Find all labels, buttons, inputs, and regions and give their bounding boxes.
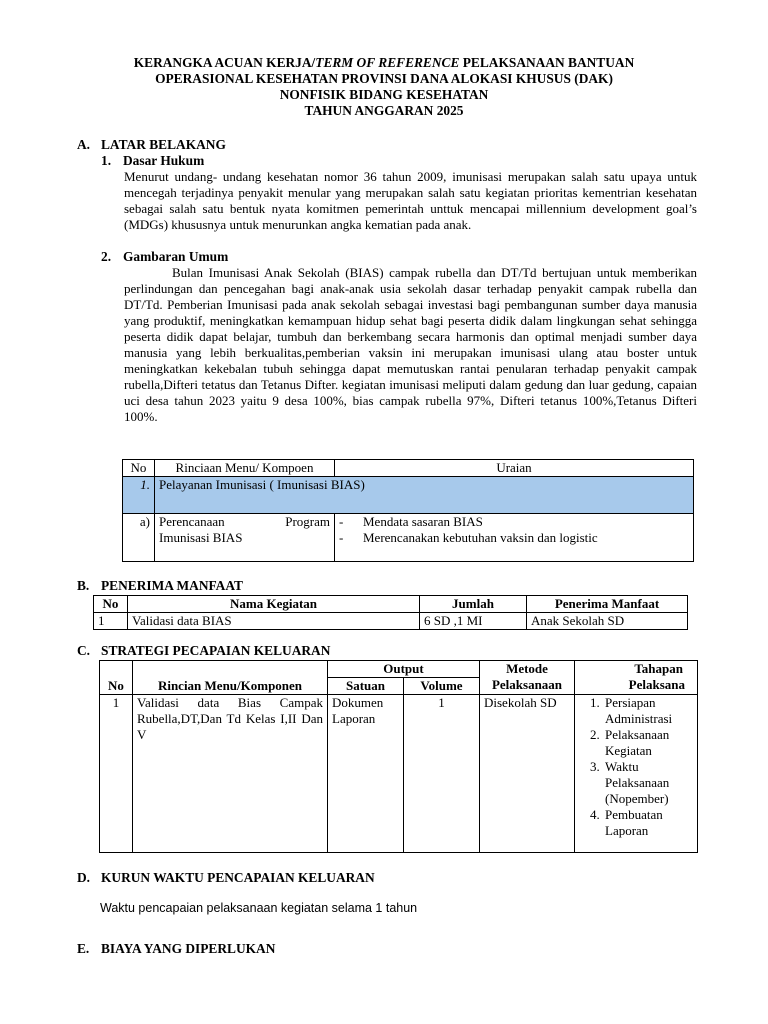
header-no: No	[94, 596, 128, 613]
kurun-waktu-text: Waktu pencapaian pelaksanaan kegiatan selama 1 tahun	[100, 901, 418, 915]
dash-bullet: -	[339, 514, 344, 529]
cell-metode: Disekolah SD	[480, 695, 575, 853]
table-header-row	[94, 596, 688, 613]
uraian-item-text: Mendata sasaran BIAS	[363, 514, 483, 529]
cell-penerima: Anak Sekolah SD	[527, 613, 688, 630]
table-header-row-1	[100, 661, 698, 678]
subsection-2-title: Gambaran Umum	[123, 249, 229, 264]
header-no: No	[123, 460, 155, 477]
header-jumlah: Jumlah	[420, 596, 527, 613]
section-d-title: KURUN WAKTU PENCAPAIAN KELUARAN	[101, 870, 375, 885]
row-menu: Pelayanan Imunisasi ( Imunisasi BIAS)	[155, 477, 694, 514]
header-tahapan-line-2: Pelaksana	[628, 677, 685, 692]
section-e-letter: E.	[77, 941, 90, 956]
cell-volume: 1	[404, 695, 480, 853]
uraian-item	[339, 530, 689, 546]
title-line-1-pre: KERANGKA ACUAN KERJA/	[133, 55, 316, 70]
section-c-heading	[77, 643, 330, 659]
header-metode-line-1: Metode	[506, 661, 548, 676]
subsection-1-title: Dasar Hukum	[123, 153, 205, 168]
section-e-title: BIAYA YANG DIPERLUKAN	[101, 941, 276, 956]
section-a-heading	[77, 137, 226, 153]
row-menu-line-1	[159, 514, 330, 530]
subsection-2-number: 2.	[101, 249, 112, 264]
table-row	[100, 695, 698, 853]
section-d-heading	[77, 870, 375, 886]
subsection-1-number: 1.	[101, 153, 112, 168]
section-b-letter: B.	[77, 578, 90, 593]
title-line-2: OPERASIONAL KESEHATAN PROVINSI DANA ALOKASI KHUSUS (DAK)	[155, 71, 613, 86]
rincian-menu-table	[122, 459, 694, 562]
strategi-table	[99, 660, 698, 853]
cell-jumlah: 6 SD ,1 MI	[420, 613, 527, 630]
header-no: No	[100, 661, 133, 695]
menu-word-2: Program	[285, 514, 330, 529]
uraian-item-text: Merencanakan kebutuhan vaksin dan logistic	[363, 530, 598, 545]
penerima-manfaat-table	[93, 595, 688, 630]
tahapan-item: 3. Waktu Pelaksanaan (Nopember)	[603, 759, 693, 807]
tahapan-item: 1. Persiapan Administrasi	[603, 695, 693, 727]
section-b-heading	[77, 578, 243, 594]
cell-no: 1	[100, 695, 133, 853]
uraian-item	[339, 514, 689, 530]
header-tahapan	[575, 661, 698, 695]
row-letter: a)	[123, 514, 155, 562]
tahapan-list	[579, 695, 693, 839]
header-satuan: Satuan	[328, 678, 404, 695]
row-uraian-cell	[335, 514, 694, 562]
dash-bullet: -	[339, 530, 344, 545]
section-d-letter: D.	[77, 870, 91, 885]
section-a-letter: A.	[77, 137, 91, 152]
document-title	[60, 55, 708, 119]
table-row-perencanaan	[123, 514, 694, 562]
header-penerima: Penerima Manfaat	[527, 596, 688, 613]
section-e-heading	[77, 941, 275, 957]
dasar-hukum-paragraph: Menurut undang- undang kesehatan nomor 36 tahun 2009, imunisasi merupakan salah satu upaya untuk mencegah terjadinya penyakit menular yang merupakan salah satu kegiatan prioritas kementrian kesehatan sebagai salah satu bentuk nyata komitmen pemerintah unttuk mencapai millennium development goal’s (MDGs) khususnya untuk menurunkan angka kematian pada anak.	[124, 169, 697, 232]
tahapan-item: 4. Pembuatan Laporan	[603, 807, 693, 839]
row-number: 1.	[123, 477, 155, 514]
header-menu: Rinciaan Menu/ Kompoen	[155, 460, 335, 477]
row-menu-cell	[155, 514, 335, 562]
gambaran-umum-paragraph: Bulan Imunisasi Anak Sekolah (BIAS) campak rubella dan DT/Td bertujuan untuk memberikan perlindungan dan pencegahan bagi anak-anak usia sekolah dasar terhadap penyakit campak rubella dan DT/Td. Pemberian Imunisasi pada anak sekolah sebagai investasi bagi pembangunan sumber daya manusia yang produktif, meningkatkan kemampuan hidup sehat bagi peserta didik dalam lingkungan sehat sehingga peserta didik dapat belajar, tumbuh dan berkembang secara harmonis dan optimal menjadi sumber daya manusia yang lebih berkualitas,pemberian vaksin ini merupakan imunisasi ulang atau boster untuk meningkatkan kekebalan tubuh sehingga dapat memutuskan rantai penularan terhadap penyakit campak rubella,Difteri tetatus dan Tetanus Difter. kegiatan imunisasi meliputi dalam gedung dan luar gedung, capaian uci desa tahun 2023 yaitu 9 desa 100%, bias campak rubella 97%, Difteri tetanus 100%,Tetanus Difteri 100%.	[124, 265, 697, 424]
cell-nama: Validasi data BIAS	[128, 613, 420, 630]
header-output: Output	[328, 661, 480, 678]
tahapan-item: 2. Pelaksanaan Kegiatan	[603, 727, 693, 759]
title-line-1-post: PELAKSANAAN BANTUAN	[459, 55, 635, 70]
title-line-1	[60, 55, 708, 71]
header-volume: Volume	[404, 678, 480, 695]
row-menu-line-2: Imunisasi BIAS	[159, 530, 243, 545]
header-rincian: Rincian Menu/Komponen	[133, 661, 328, 695]
header-nama-kegiatan: Nama Kegiatan	[128, 596, 420, 613]
cell-satuan: Dokumen Laporan	[328, 695, 404, 853]
header-tahapan-line-1: Tahapan	[634, 661, 683, 676]
subsection-dasar-hukum-heading	[101, 153, 204, 169]
cell-no: 1	[94, 613, 128, 630]
title-line-4: TAHUN ANGGARAN 2025	[304, 103, 464, 118]
table-row	[94, 613, 688, 630]
subsection-gambaran-umum-heading	[101, 249, 228, 265]
title-line-1-italic: TERM OF REFERENCE	[315, 55, 460, 70]
section-c-letter: C.	[77, 643, 91, 658]
menu-word-1: Perencanaan	[159, 514, 225, 529]
header-metode	[480, 661, 575, 695]
title-line-3: NONFISIK BIDANG KESEHATAN	[279, 87, 489, 102]
table-header-row	[123, 460, 694, 477]
cell-tahapan	[575, 695, 698, 853]
cell-rincian: Validasi data Bias Campak Rubella,DT,Dan Td Kelas I,II Dan V	[133, 695, 328, 853]
header-uraian: Uraian	[335, 460, 694, 477]
table-row-pelayanan	[123, 477, 694, 514]
header-metode-line-2: Pelaksanaan	[491, 677, 563, 692]
section-c-title: STRATEGI PECAPAIAN KELUARAN	[101, 643, 331, 658]
section-a-title: LATAR BELAKANG	[101, 137, 226, 152]
section-b-title: PENERIMA MANFAAT	[101, 578, 243, 593]
